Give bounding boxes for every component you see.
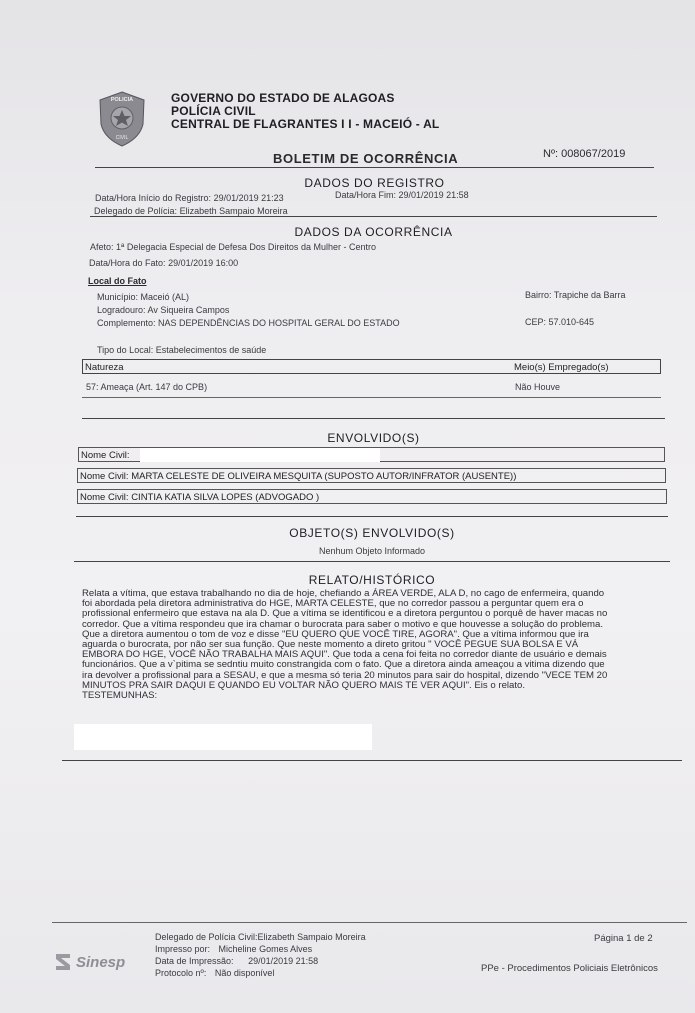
relato-line: Relata a vítima, que estava trabalhando no dia de hoje, chefiando a ÁREA VERDE, ALA D, no cago de enfermeira, quando	[82, 588, 605, 599]
envolvido-row-1: Nome Civil:	[78, 447, 665, 462]
natureza-rule-1	[82, 397, 661, 398]
section-envolvidos-heading: ENVOLVIDO(S)	[327, 431, 420, 445]
redaction-testemunhas	[74, 724, 372, 750]
relato-line: foi abordada pela diretora administrativa do HGE, MARTA CELESTE, que no corredor passou a perguntar quem era o	[82, 598, 584, 610]
footer-data-label: Data de Impressão:	[155, 956, 234, 966]
police-badge-icon	[96, 90, 148, 148]
footer-protocolo-label: Protocolo nº:	[155, 968, 207, 978]
natureza-value: 57: Ameaça (Art. 147 do CPB)	[86, 382, 208, 392]
header-line-2: POLÍCIA CIVIL	[171, 104, 256, 118]
envolvido-row-3: Nome Civil: CINTIA KATIA SILVA LOPES (ADVOGADO )	[77, 489, 667, 504]
registro-fim-label: Data/Hora Fim:	[335, 190, 397, 200]
footer-rule	[52, 922, 687, 923]
registro-inicio-label: Data/Hora Início do Registro:	[95, 193, 212, 203]
footer-delegado: Delegado de Polícia Civil:Elizabeth Sampaio Moreira	[155, 932, 366, 942]
ocorrencia-afeto: Afeto: 1ª Delegacia Especial de Defesa Dos Direitos da Mulher - Centro	[90, 242, 376, 252]
relato-line: MINUTOS PRA SAIR DAQUI E QUANDO EU VOLTAR NÃO QUERO MAIS TE VER AQUI". Eis o relato.	[82, 679, 526, 691]
registro-fim-value: 29/01/2019 21:58	[398, 190, 469, 200]
footer-protocolo-value: Não disponível	[214, 968, 275, 978]
badge-top-text: POLICIA	[110, 97, 134, 103]
meio-label: Meio(s) Empregado(s)	[514, 362, 609, 373]
header-line-3: CENTRAL DE FLAGRANTES I I - MACEIÓ - AL	[171, 117, 440, 131]
objetos-value: Nenhum Objeto Informado	[318, 546, 426, 556]
local-cep: CEP: 57.010-645	[525, 317, 595, 327]
relato-line: aguarda o burocrata, por não ser sua função. Que neste momento a direto gritou " VOCÊ PEGUE SUA BOLSA E VÁ	[82, 639, 579, 651]
local-bairro: Bairro: Trapiche da Barra	[525, 290, 626, 300]
registro-inicio	[95, 193, 284, 203]
badge-bottom-text: CIVIL	[115, 135, 129, 141]
data-fato-label: Data/Hora do Fato:	[89, 258, 166, 268]
registro-delegado-label: Delegado de Polícia:	[94, 206, 178, 216]
registro-rule	[90, 216, 657, 217]
tipo-local: Tipo do Local: Estabelecimentos de saúde	[97, 345, 267, 355]
natureza-label: Natureza	[85, 362, 124, 373]
data-fato-value: 29/01/2019 16:00	[168, 258, 239, 268]
footer-impresso	[155, 944, 312, 954]
relato-line: profissional enfermeiro que estava na ala D. Que a vítima se identificou e a diretora perguntou o porquê de haver macas no	[82, 608, 608, 620]
footer-data-value: 29/01/2019 21:58	[248, 956, 319, 966]
section-registro-heading: DADOS DO REGISTRO	[304, 176, 445, 190]
local-fato-heading: Local do Fato	[88, 276, 147, 286]
natureza-rule-2	[82, 418, 665, 419]
local-logradouro: Logradouro: Av Siqueira Campos	[97, 305, 230, 315]
meio-value: Não Houve	[515, 382, 561, 392]
relato-line: funcionários. Que a v`pitima se sedntiu muito constrangida com o fato. Que a diretora ainda ameaçou a vitima dizendo que	[82, 659, 605, 671]
relato-line: ira devolver a profissional para a SESAU, e que a mesma só teria 20 minutos para sair do hospital, dizendo "VECE TEM 20	[82, 669, 608, 681]
registro-delegado-value: Elizabeth Sampaio Moreira	[179, 206, 288, 216]
relato-rule	[62, 760, 682, 761]
relato-line: corredor. Que a vítima respondeu que ira chamar o burocrata para saber o motivo e que houvesse a solução do problema.	[82, 618, 604, 630]
relato-line: Que a diretora aumentou o tom de voz e disse "EU QUERO QUE VOCÊ TIRE, AGORA". Que a vítima informou que ira	[82, 628, 589, 640]
registro-inicio-value: 29/01/2019 21:23	[213, 193, 284, 203]
document-number: Nº: 008067/2019	[543, 148, 626, 160]
envolvidos-rule	[76, 516, 668, 517]
sinesp-logo	[52, 950, 125, 974]
footer-pagina: Página 1 de 2	[594, 933, 653, 944]
redaction-envolvido-name	[140, 448, 380, 462]
envolvido-row-2: Nome Civil: MARTA CELESTE DE OLIVEIRA MESQUITA (SUPOSTO AUTOR/INFRATOR (AUSENTE))	[77, 468, 666, 483]
sinesp-logo-icon	[52, 950, 74, 974]
registro-delegado	[94, 206, 288, 216]
title-rule	[95, 167, 654, 168]
footer-data-impressao	[155, 956, 318, 966]
relato-line: EMBORA DO HGE, VOCÊ NÃO TRABALHA MAIS AQUI". Que toda a cena foi feita no corredor diante de usuário e demais	[82, 649, 607, 661]
objetos-rule	[74, 561, 670, 562]
local-municipio: Município: Maceió (AL)	[97, 292, 190, 302]
sinesp-logo-text: Sinesp	[76, 953, 126, 971]
footer-impresso-value: Micheline Gomes Alves	[218, 944, 313, 954]
relato-text	[82, 589, 682, 701]
section-ocorrencia-heading: DADOS DA OCORRÊNCIA	[294, 225, 453, 239]
footer-protocolo	[155, 968, 274, 978]
relato-line: TESTEMUNHAS:	[82, 690, 158, 702]
header-line-1: GOVERNO DO ESTADO DE ALAGOAS	[171, 91, 395, 105]
footer-sistema: PPe - Procedimentos Policiais Eletrônicos	[481, 963, 658, 974]
natureza-header-row	[82, 359, 661, 374]
section-objetos-heading: OBJETO(S) ENVOLVIDO(S)	[289, 526, 455, 540]
document-title: BOLETIM DE OCORRÊNCIA	[273, 151, 459, 166]
registro-fim	[335, 190, 469, 200]
section-relato-heading: RELATO/HISTÓRICO	[308, 573, 436, 587]
ocorrencia-data-fato	[89, 258, 238, 268]
local-complemento: Complemento: NAS DEPENDÊNCIAS DO HOSPITAL GERAL DO ESTADO	[97, 318, 400, 328]
footer-impresso-label: Impresso por:	[155, 944, 211, 954]
